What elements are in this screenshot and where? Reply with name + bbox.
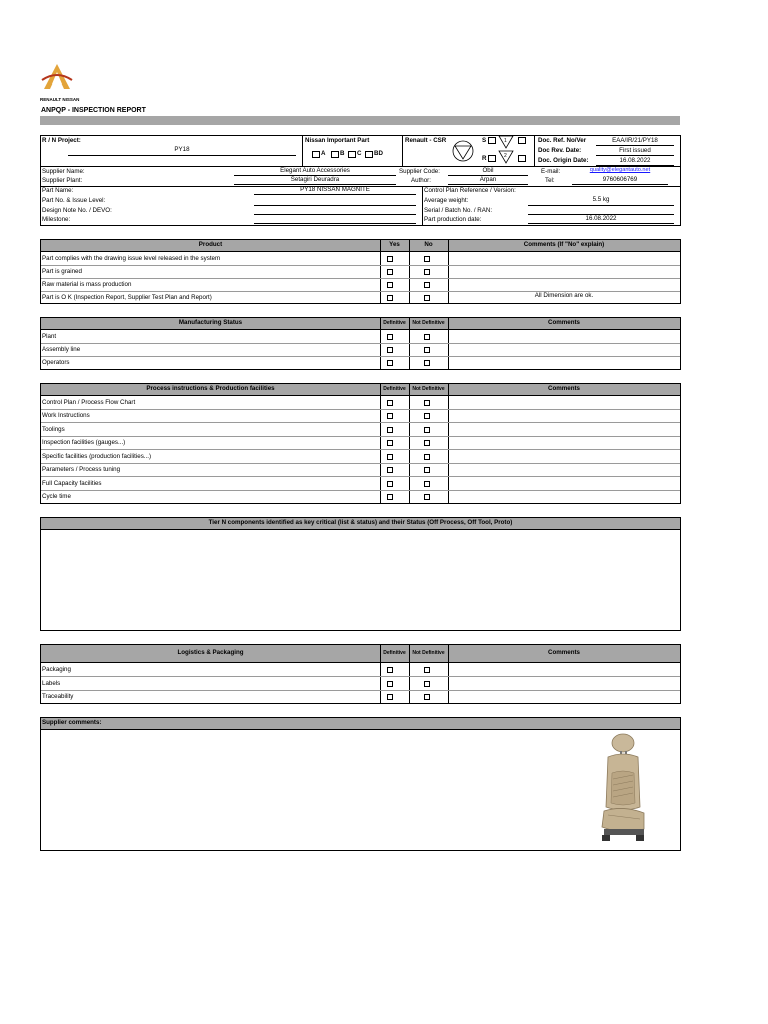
process-row-def-checkbox[interactable]: [387, 413, 393, 419]
rn-project-value: PY18: [174, 146, 190, 153]
manufacturing-title: Manufacturing Status: [178, 319, 243, 326]
nissan-part-label: Nissan Important Part: [305, 137, 370, 144]
product-row-comment: All Dimension are ok.: [534, 292, 594, 299]
product-col-yes: Yes: [389, 241, 400, 248]
logistics-col-comments: Comments: [548, 649, 580, 656]
csr-r-box-2[interactable]: [518, 155, 526, 162]
milestone-field[interactable]: [254, 223, 416, 224]
csr-s-label: S: [482, 137, 487, 144]
process-row-def-checkbox[interactable]: [387, 481, 393, 487]
logistics-row-label: Traceability: [42, 693, 74, 700]
process-row-label: Inspection facilities (gauges...): [42, 439, 126, 446]
logistics-title: Logistics & Packaging: [177, 649, 244, 656]
logistics-row-notdef-checkbox[interactable]: [424, 694, 430, 700]
production-date-value: 16.08.2022: [585, 215, 617, 222]
process-row-notdef-checkbox[interactable]: [424, 400, 430, 406]
manufacturing-row-def-checkbox[interactable]: [387, 334, 393, 340]
process-row-label: Cycle time: [42, 493, 71, 500]
nissan-part-box-a[interactable]: [312, 151, 320, 158]
tel-label: Tel:: [545, 177, 555, 184]
part-name-value: PY18 NISSAN MAGNITE: [300, 186, 370, 193]
process-row-notdef-checkbox[interactable]: [424, 427, 430, 433]
author-value: Arpan: [479, 176, 497, 183]
doc-rev-value: First issued: [619, 147, 651, 154]
csr-r-label: R: [482, 155, 487, 162]
product-row-label: Part is O K (Inspection Report, Supplier Test Plan and Report): [42, 294, 212, 301]
csr-s-box-2[interactable]: [518, 137, 526, 144]
product-row-label: Part complies with the drawing issue level released in the system: [42, 255, 221, 262]
email-label: E-mail:: [541, 168, 561, 175]
csr-r-box[interactable]: [488, 155, 496, 162]
process-table: [40, 383, 681, 504]
nissan-part-box-c[interactable]: [348, 151, 356, 158]
part-no-label: Part No. & Issue Level:: [42, 197, 106, 204]
product-row-label: Part is grained: [42, 268, 82, 275]
process-row-notdef-checkbox[interactable]: [424, 481, 430, 487]
tier-title: Tier N components identified as key critical (list & status) and their Status (Off Process, Off Tool, Proto): [208, 519, 513, 526]
manufacturing-col-notdef: Not Definitive: [412, 320, 445, 326]
process-title: Process instructions & Production facilities: [146, 385, 275, 392]
process-row-label: Parameters / Process tuning: [42, 466, 121, 473]
supplier-code-label: Supplier Code:: [399, 168, 440, 175]
renault-csr-label: Renault - CSR: [405, 137, 447, 144]
logistics-col-notdef: Not Definitive: [412, 650, 445, 656]
supplier-comments-header: [41, 718, 680, 730]
logistics-row-def-checkbox[interactable]: [387, 681, 393, 687]
nissan-part-box-bd[interactable]: [365, 151, 373, 158]
doc-origin-label: Doc. Origin Date:: [538, 157, 589, 164]
doc-rev-label: Doc Rev. Date:: [538, 147, 582, 154]
product-col-comments: Comments (If "No" explain): [523, 241, 605, 248]
manufacturing-col-comments: Comments: [548, 319, 580, 326]
process-row-label: Toolings: [42, 426, 65, 433]
nissan-part-box-b[interactable]: [331, 151, 339, 158]
supplier-plant-label: Supplier Plant:: [42, 177, 83, 184]
csr-triangle-2-label: 2: [504, 153, 507, 159]
process-row-notdef-checkbox[interactable]: [424, 494, 430, 500]
csr-s-box[interactable]: [488, 137, 496, 144]
product-row-no-checkbox[interactable]: [424, 269, 430, 275]
product-row-yes-checkbox[interactable]: [387, 256, 393, 262]
process-row-def-checkbox[interactable]: [387, 427, 393, 433]
logistics-row-notdef-checkbox[interactable]: [424, 667, 430, 673]
manufacturing-row-notdef-checkbox[interactable]: [424, 347, 430, 353]
manufacturing-row-label: Assembly line: [42, 346, 81, 353]
tier-content-area[interactable]: [41, 531, 680, 630]
title-bar: [40, 116, 680, 125]
product-row-yes-checkbox[interactable]: [387, 295, 393, 301]
design-note-label: Design Note No. / DEVO:: [42, 207, 112, 214]
process-row-def-checkbox[interactable]: [387, 400, 393, 406]
product-title: Product: [198, 241, 223, 248]
product-col-no: No: [424, 241, 433, 248]
process-col-comments: Comments: [548, 385, 580, 392]
product-row-yes-checkbox[interactable]: [387, 269, 393, 275]
process-row-label: Work Instructions: [42, 412, 90, 419]
manufacturing-row-def-checkbox[interactable]: [387, 347, 393, 353]
design-note-field[interactable]: [254, 214, 416, 215]
nissan-part-selector: [312, 150, 400, 158]
avg-weight-label: Average weight:: [424, 197, 469, 204]
logistics-row-def-checkbox[interactable]: [387, 667, 393, 673]
control-plan-label: Control Plan Reference / Version:: [424, 187, 516, 194]
supplier-plant-value: Setagiri Deuradra: [290, 176, 340, 183]
doc-ref-value: EAA/IR/21/PY18: [612, 137, 658, 144]
doc-ref-label: Doc. Ref. No/Ver: [538, 137, 587, 144]
process-row-label: Control Plan / Process Flow Chart: [42, 399, 136, 406]
product-row-no-checkbox[interactable]: [424, 256, 430, 262]
logistics-row-label: Labels: [42, 680, 61, 687]
production-date-label: Part production date:: [424, 216, 482, 223]
process-row-notdef-checkbox[interactable]: [424, 413, 430, 419]
nissan-part-code-b: B: [340, 150, 345, 157]
process-row-notdef-checkbox[interactable]: [424, 440, 430, 446]
product-row-label: Raw material is mass production: [42, 281, 132, 288]
process-row-def-checkbox[interactable]: [387, 440, 393, 446]
supplier-comments-title: Supplier comments:: [42, 719, 102, 726]
logo-text: RENAULT NISSAN: [40, 97, 80, 102]
author-label: Author:: [411, 177, 431, 184]
tel-value: 9760606769: [602, 176, 638, 183]
process-row-def-checkbox[interactable]: [387, 454, 393, 460]
process-row-label: Specific facilities (production facilities...): [42, 453, 152, 460]
nissan-part-code-c: C: [357, 150, 362, 157]
nissan-part-code-bd: BD: [374, 150, 383, 157]
process-col-notdef: Not Definitive: [412, 386, 445, 392]
logistics-row-def-checkbox[interactable]: [387, 694, 393, 700]
seat-cover-image: [596, 733, 648, 845]
serial-label: Serial / Batch No. / RAN:: [424, 207, 493, 214]
supplier-code-value: Obil: [482, 167, 494, 174]
product-row-yes-checkbox[interactable]: [387, 282, 393, 288]
process-row-label: Full Capacity facilities: [42, 480, 102, 487]
process-row-def-checkbox[interactable]: [387, 494, 393, 500]
manufacturing-row-def-checkbox[interactable]: [387, 360, 393, 366]
logo: [40, 62, 80, 102]
supplier-name-value: Elegant Auto Accessories: [280, 167, 350, 174]
rn-project-label: R / N Project:: [42, 137, 81, 144]
manufacturing-col-def: Definitive: [383, 320, 406, 326]
logistics-row-label: Packaging: [42, 666, 71, 673]
doc-origin-value: 16.08.2022: [619, 157, 651, 164]
process-row-notdef-checkbox[interactable]: [424, 467, 430, 473]
manufacturing-row-notdef-checkbox[interactable]: [424, 360, 430, 366]
manufacturing-row-notdef-checkbox[interactable]: [424, 334, 430, 340]
avg-weight-value: 5.5 kg: [592, 196, 610, 203]
csr-circle-triangle-icon: [452, 140, 474, 162]
product-row-no-checkbox[interactable]: [424, 282, 430, 288]
product-row-no-checkbox[interactable]: [424, 295, 430, 301]
milestone-label: Milestone:: [42, 216, 71, 223]
part-name-label: Part Name:: [42, 187, 74, 194]
manufacturing-row-label: Operators: [42, 359, 70, 366]
csr-triangle-1-label: 1: [504, 138, 507, 144]
manufacturing-row-label: Plant: [42, 333, 57, 340]
logistics-col-def: Definitive: [383, 650, 406, 656]
logistics-row-notdef-checkbox[interactable]: [424, 681, 430, 687]
supplier-name-label: Supplier Name:: [42, 168, 85, 175]
part-no-field[interactable]: [254, 205, 416, 206]
nissan-part-code-a: A: [321, 150, 326, 157]
supplier-comments-area[interactable]: [41, 731, 591, 850]
process-row-notdef-checkbox[interactable]: [424, 454, 430, 460]
logo-icon: [40, 62, 74, 92]
email-link[interactable]: quality@elegantauto.net: [589, 167, 651, 173]
report-title: ANPQP - INSPECTION REPORT: [41, 107, 146, 114]
process-row-def-checkbox[interactable]: [387, 467, 393, 473]
process-col-def: Definitive: [383, 386, 406, 392]
